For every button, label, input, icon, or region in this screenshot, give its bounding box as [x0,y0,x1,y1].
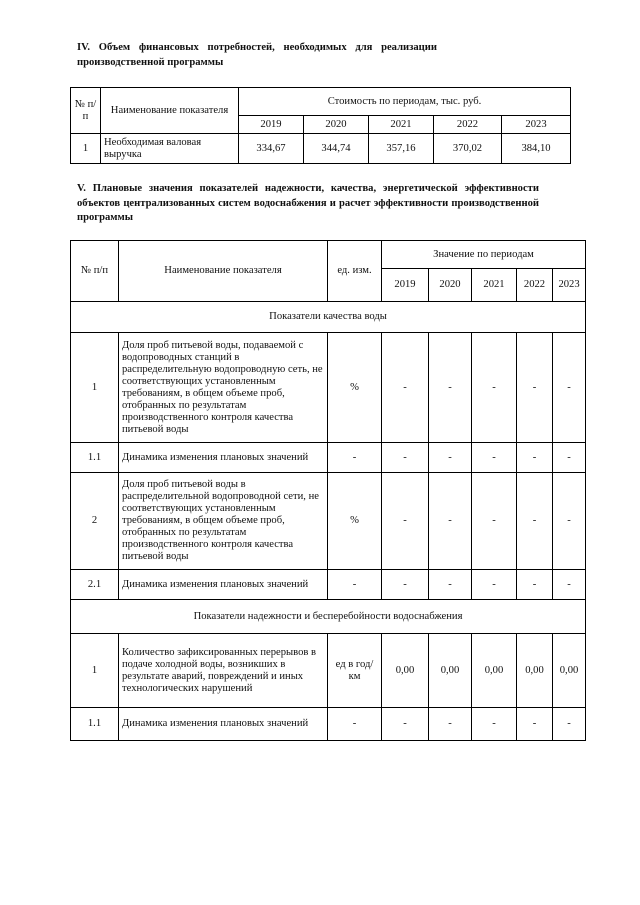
row-num: 2 [71,473,119,570]
financial-needs-table [70,87,571,164]
value-cell: - [429,570,472,600]
value-cell: - [382,473,429,570]
row-num: 1 [71,134,101,164]
row-name: Динамика изменения плановых значений [119,443,328,473]
row-num: 2.1 [71,570,119,600]
year-header: 2020 [429,269,472,302]
value-cell: - [517,473,553,570]
value-cell: - [429,473,472,570]
row-name: Необходимая валовая выручка [101,134,239,164]
row-name: Динамика изменения плановых значений [119,570,328,600]
row-num: 1 [71,634,119,708]
table-row [71,443,586,473]
table-row [71,333,586,443]
header-values: Значение по периодам [382,241,586,269]
row-num: 1.1 [71,443,119,473]
value-cell: - [517,708,553,741]
header-cost: Стоимость по периодам, тыс. руб. [239,88,571,116]
value-cell: - [553,443,586,473]
row-unit: - [328,570,382,600]
year-header: 2021 [369,116,434,134]
value-cell: - [382,570,429,600]
row-name: Динамика изменения плановых значений [119,708,328,741]
table-row [71,708,586,741]
value-cell: - [382,443,429,473]
header-name: Наименование показателя [119,241,328,302]
value-cell: - [382,708,429,741]
value-cell: - [429,708,472,741]
row-num: 1 [71,333,119,443]
year-header: 2023 [553,269,586,302]
row-unit: % [328,473,382,570]
value-cell: 334,67 [239,134,304,164]
value-cell: - [429,333,472,443]
value-cell: - [553,570,586,600]
year-header: 2020 [304,116,369,134]
year-header: 2019 [382,269,429,302]
section-4-heading: IV. Объем финансовых потребностей, необходимых для реализации производственной программы [77,42,437,68]
value-cell: - [472,333,517,443]
value-cell: - [472,443,517,473]
row-unit: - [328,708,382,741]
table-row [71,634,586,708]
value-cell: - [382,333,429,443]
table-row [71,473,586,570]
group-title-quality: Показатели качества воды [71,302,586,333]
year-header: 2019 [239,116,304,134]
table-row [71,570,586,600]
value-cell: - [553,708,586,741]
row-num: 1.1 [71,708,119,741]
section-5-heading: V. Плановые значения показателей надежности, качества, энергетической эффективности объектов централизованных систем водоснабжения и расчет эффективности производственной программы [77,183,539,223]
row-name: Доля проб питьевой воды в распределительной водопроводной сети, не соответствующих установленным требованиям, в общем объеме проб, отобранных по результатам производственного контроля качества питьевой воды [119,473,328,570]
indicators-table [70,240,586,741]
value-cell: 370,02 [434,134,502,164]
value-cell: - [517,443,553,473]
year-header: 2022 [517,269,553,302]
header-num: № п/п [71,88,101,134]
value-cell: 0,00 [429,634,472,708]
row-unit: - [328,443,382,473]
value-cell: - [517,333,553,443]
row-name: Доля проб питьевой воды, подаваемой с водопроводных станций в распределительную водопроводную сеть, не соответствующих установленным требованиям, в общем объеме проб, отобранных по результатам производственного контроля качества питьевой воды [119,333,328,443]
value-cell: - [553,473,586,570]
row-unit: ед в год/ км [328,634,382,708]
value-cell: 0,00 [382,634,429,708]
header-name: Наименование показателя [101,88,239,134]
value-cell: 384,10 [502,134,571,164]
value-cell: 357,16 [369,134,434,164]
value-cell: 0,00 [472,634,517,708]
value-cell: - [472,473,517,570]
table-row [71,134,571,164]
value-cell: 344,74 [304,134,369,164]
value-cell: - [517,570,553,600]
value-cell: - [472,570,517,600]
year-header: 2022 [434,116,502,134]
row-name: Количество зафиксированных перерывов в подаче холодной воды, возникших в результате аварий, повреждений и иных технологических нарушений [119,634,328,708]
value-cell: 0,00 [517,634,553,708]
value-cell: - [429,443,472,473]
row-unit: % [328,333,382,443]
value-cell: - [553,333,586,443]
header-num: № п/п [71,241,119,302]
year-header: 2023 [502,116,571,134]
header-unit: ед. изм. [328,241,382,302]
year-header: 2021 [472,269,517,302]
value-cell: 0,00 [553,634,586,708]
value-cell: - [472,708,517,741]
group-title-reliability: Показатели надежности и бесперебойности водоснабжения [71,600,586,634]
